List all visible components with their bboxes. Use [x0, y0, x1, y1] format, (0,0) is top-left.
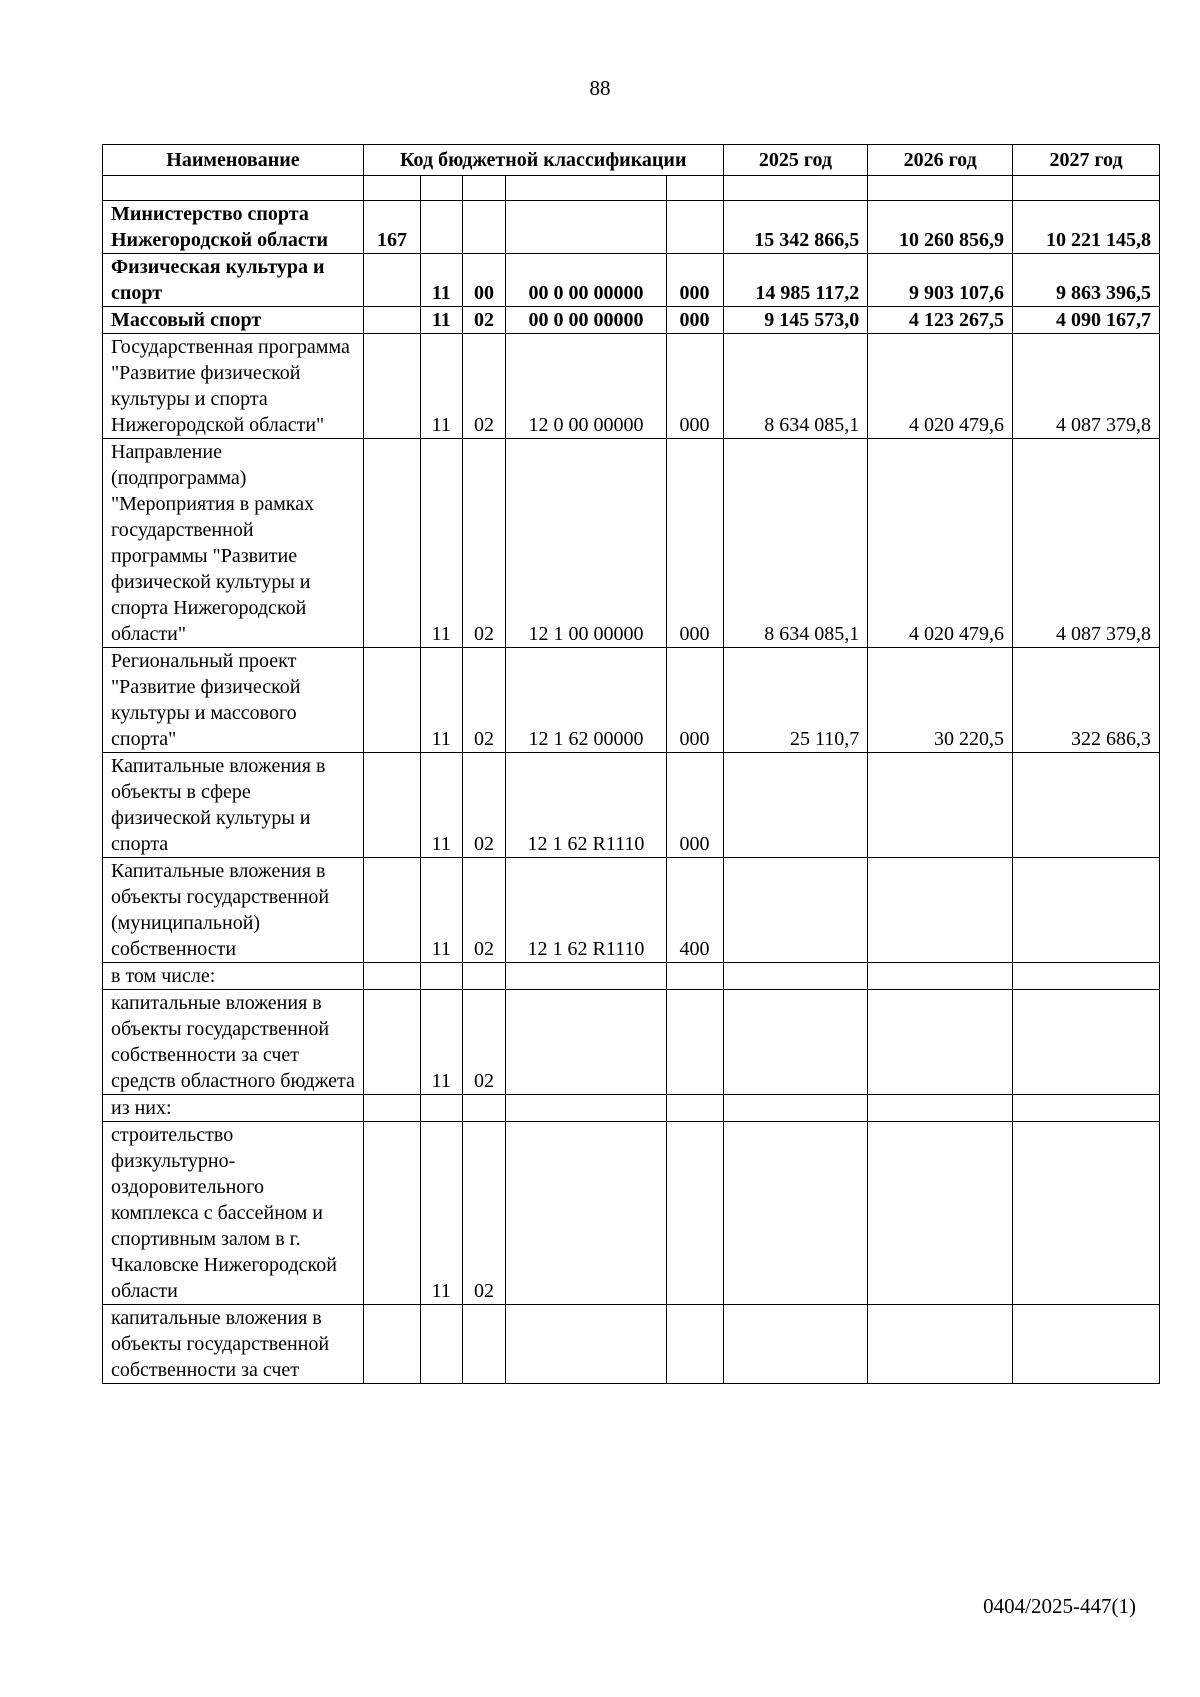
code-expense-type: 000	[666, 753, 723, 858]
value-2027: 4 087 379,8	[1013, 334, 1160, 439]
value-2027	[1013, 858, 1160, 963]
code-subsection: 00	[462, 254, 506, 307]
code-subsection: 02	[462, 1122, 506, 1305]
code-subsection: 02	[462, 334, 506, 439]
value-2026	[868, 753, 1013, 858]
code-target: 12 1 62 R1110	[506, 858, 666, 963]
spacer-row	[103, 176, 1160, 201]
header-2026: 2026 год	[868, 145, 1013, 176]
value-2027	[1013, 1122, 1160, 1305]
value-2026	[868, 1095, 1013, 1122]
code-subsection: 02	[462, 990, 506, 1095]
value-2027: 9 863 396,5	[1013, 254, 1160, 307]
table-row	[103, 990, 1160, 1095]
code-section	[420, 963, 462, 990]
code-subsection: 02	[462, 648, 506, 753]
value-2025	[723, 1305, 868, 1384]
code-subsection: 02	[462, 307, 506, 334]
value-2027	[1013, 963, 1160, 990]
code-target	[506, 963, 666, 990]
value-2026	[868, 990, 1013, 1095]
value-2027: 4 090 167,7	[1013, 307, 1160, 334]
code-section: 11	[420, 1122, 462, 1305]
code-expense-type: 000	[666, 307, 723, 334]
table-row	[103, 307, 1160, 334]
value-2026: 9 903 107,6	[868, 254, 1013, 307]
code-ministry	[363, 648, 420, 753]
table-row	[103, 648, 1160, 753]
code-subsection: 02	[462, 439, 506, 648]
code-ministry	[363, 858, 420, 963]
code-section: 11	[420, 753, 462, 858]
code-section: 11	[420, 990, 462, 1095]
row-name: капитальные вложения в объекты государственной собственности за счет средств областного бюджета	[103, 990, 364, 1095]
row-name: из них:	[103, 1095, 364, 1122]
value-2025: 9 145 573,0	[723, 307, 868, 334]
code-ministry	[363, 990, 420, 1095]
value-2027: 4 087 379,8	[1013, 439, 1160, 648]
table-row	[103, 858, 1160, 963]
budget-table	[102, 144, 1160, 1384]
code-expense-type	[666, 201, 723, 254]
code-target: 12 1 62 00000	[506, 648, 666, 753]
value-2026: 4 123 267,5	[868, 307, 1013, 334]
row-name: в том числе:	[103, 963, 364, 990]
row-name: Физическая культура и спорт	[103, 254, 364, 307]
page-number: 88	[589, 76, 611, 100]
code-target	[506, 990, 666, 1095]
value-2027	[1013, 1095, 1160, 1122]
header-code: Код бюджетной классификации	[363, 145, 723, 176]
code-section	[420, 1095, 462, 1122]
code-target: 12 1 00 00000	[506, 439, 666, 648]
document-code: 0404/2025-447(1)	[983, 1594, 1136, 1618]
code-section: 11	[420, 254, 462, 307]
value-2025	[723, 1122, 868, 1305]
value-2027	[1013, 753, 1160, 858]
code-subsection	[462, 963, 506, 990]
value-2026: 4 020 479,6	[868, 439, 1013, 648]
code-subsection: 02	[462, 858, 506, 963]
value-2026	[868, 1305, 1013, 1384]
header-name: Наименование	[103, 145, 364, 176]
row-name: Массовый спорт	[103, 307, 364, 334]
value-2025: 14 985 117,2	[723, 254, 868, 307]
value-2026: 30 220,5	[868, 648, 1013, 753]
value-2026	[868, 1122, 1013, 1305]
table-row	[103, 334, 1160, 439]
code-section	[420, 1305, 462, 1384]
value-2025	[723, 990, 868, 1095]
row-name: Капитальные вложения в объекты государственной (муниципальной) собственности	[103, 858, 364, 963]
table-row	[103, 753, 1160, 858]
code-ministry	[363, 753, 420, 858]
value-2025: 15 342 866,5	[723, 201, 868, 254]
code-expense-type	[666, 963, 723, 990]
code-expense-type	[666, 1095, 723, 1122]
code-subsection	[462, 201, 506, 254]
value-2025	[723, 1095, 868, 1122]
code-target	[506, 1305, 666, 1384]
value-2026: 4 020 479,6	[868, 334, 1013, 439]
table-row	[103, 1305, 1160, 1384]
value-2025	[723, 858, 868, 963]
code-section: 11	[420, 334, 462, 439]
value-2027	[1013, 990, 1160, 1095]
code-expense-type	[666, 1305, 723, 1384]
table-row	[103, 1122, 1160, 1305]
code-target	[506, 201, 666, 254]
code-ministry	[363, 1122, 420, 1305]
code-section: 11	[420, 307, 462, 334]
value-2025: 8 634 085,1	[723, 439, 868, 648]
code-expense-type: 000	[666, 254, 723, 307]
code-ministry: 167	[363, 201, 420, 254]
code-subsection: 02	[462, 753, 506, 858]
table-row	[103, 963, 1160, 990]
value-2027: 10 221 145,8	[1013, 201, 1160, 254]
code-expense-type	[666, 990, 723, 1095]
table-header-row	[103, 145, 1160, 176]
code-target	[506, 1122, 666, 1305]
row-name: Капитальные вложения в объекты в сфере физической культуры и спорта	[103, 753, 364, 858]
table-row	[103, 439, 1160, 648]
code-target: 12 1 62 R1110	[506, 753, 666, 858]
code-ministry	[363, 307, 420, 334]
code-target: 00 0 00 00000	[506, 254, 666, 307]
code-section	[420, 201, 462, 254]
row-name: Министерство спорта Нижегородской области	[103, 201, 364, 254]
code-expense-type: 000	[666, 648, 723, 753]
row-name: капитальные вложения в объекты государственной собственности за счет	[103, 1305, 364, 1384]
code-section: 11	[420, 439, 462, 648]
table-row	[103, 201, 1160, 254]
value-2025: 8 634 085,1	[723, 334, 868, 439]
code-expense-type: 400	[666, 858, 723, 963]
value-2025	[723, 963, 868, 990]
row-name: Государственная программа "Развитие физической культуры и спорта Нижегородской области"	[103, 334, 364, 439]
header-2027: 2027 год	[1013, 145, 1160, 176]
value-2026: 10 260 856,9	[868, 201, 1013, 254]
code-expense-type: 000	[666, 439, 723, 648]
code-section: 11	[420, 858, 462, 963]
table-row	[103, 1095, 1160, 1122]
value-2025	[723, 753, 868, 858]
code-subsection	[462, 1305, 506, 1384]
value-2027	[1013, 1305, 1160, 1384]
value-2026	[868, 858, 1013, 963]
value-2027: 322 686,3	[1013, 648, 1160, 753]
table-row	[103, 254, 1160, 307]
code-expense-type	[666, 1122, 723, 1305]
row-name: строительство физкультурно-оздоровительного комплекса с бассейном и спортивным залом в г. Чкаловске Нижегородской области	[103, 1122, 364, 1305]
value-2026	[868, 963, 1013, 990]
header-2025: 2025 год	[723, 145, 868, 176]
code-ministry	[363, 1095, 420, 1122]
code-section: 11	[420, 648, 462, 753]
value-2025: 25 110,7	[723, 648, 868, 753]
code-expense-type: 000	[666, 334, 723, 439]
code-target: 12 0 00 00000	[506, 334, 666, 439]
code-ministry	[363, 1305, 420, 1384]
code-ministry	[363, 963, 420, 990]
code-target: 00 0 00 00000	[506, 307, 666, 334]
code-subsection	[462, 1095, 506, 1122]
row-name: Региональный проект "Развитие физической культуры и массового спорта"	[103, 648, 364, 753]
code-ministry	[363, 254, 420, 307]
row-name: Направление (подпрограмма) "Мероприятия в рамках государственной программы "Развитие физической культуры и спорта Нижегородской области"	[103, 439, 364, 648]
code-target	[506, 1095, 666, 1122]
code-ministry	[363, 439, 420, 648]
code-ministry	[363, 334, 420, 439]
